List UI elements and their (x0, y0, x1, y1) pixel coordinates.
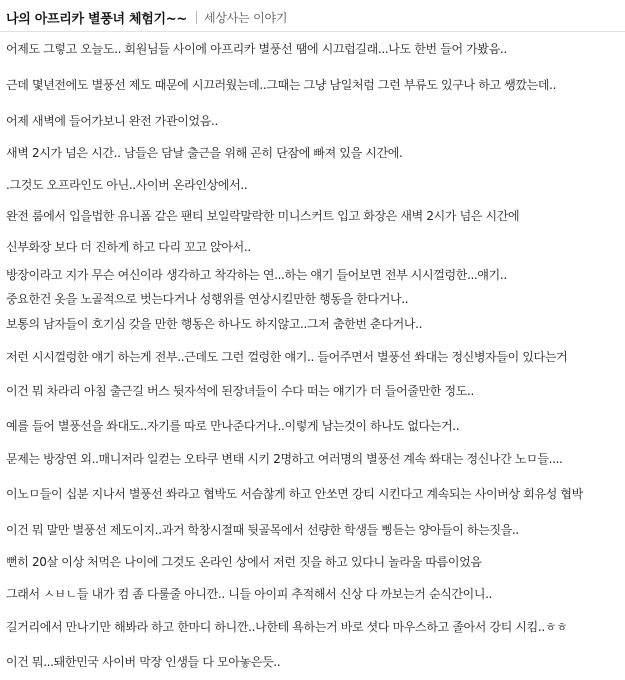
post-paragraph: 저런 시시껄렁한 얘기 하는게 전부..근데도 그런 껄렁한 얘기.. 들어주면서 별풍선 쏴대는 정신병자들이 있다는거 (6, 350, 568, 364)
title-divider (196, 11, 197, 24)
post-paragraph: 신부화장 보다 더 진하게 하고 다리 꼬고 앉아서.. (6, 240, 251, 254)
post-paragraph: 문제는 방장연 외..매니저라 일컫는 오타쿠 변태 시키 2명하고 여러명의 별풍선 계속 쏴대는 정신나간 노ㅁ들.... (6, 452, 563, 466)
header-divider-line (0, 31, 625, 32)
post-paragraph: 그래서 ㅅㅂㄴ들 내가 컴 좀 다룰줄 아니깐.. 니들 아이피 추적해서 신상 다 까보는거 순식간이니.. (6, 587, 493, 601)
post-paragraph: 보통의 남자들이 호기심 갖을 만한 행동은 하나도 하지않고..그저 춤한번 춘다거나.. (6, 317, 423, 331)
post-paragraph: 이건 뭐 차라리 아침 출근길 버스 뒷자석에 된장녀들이 수다 떠는 얘기가 더 들어줄만한 정도.. (6, 384, 474, 398)
post-paragraph: 완전 룸에서 입을법한 유니폼 같은 팬티 보일락말락한 미니스커트 입고 화장은 새벽 2시가 넘은 시간에 (6, 209, 520, 223)
post-paragraph: 근데 몇년전에도 별풍선 제도 때문에 시끄러웠는데..그때는 그냥 남일처럼 그런 부류도 있구나 하고 쌩깠는데.. (6, 78, 557, 92)
post-paragraph: 길거리에서 만나기만 해봐라 하고 한마디 하니깐..나한테 욕하는거 바로 셧다 마우스하고 졸아서 강티 시킴..ㅎㅎ (6, 620, 568, 634)
post-paragraph: 새벽 2시가 넘은 시간.. 남들은 담날 출근을 위해 곤히 단잠에 빠져 있을 시간에. (6, 146, 403, 160)
post-paragraph: 중요한건 옷을 노골적으로 벗는다거나 성행위를 연상시킬만한 행동을 한다거나.. (6, 292, 409, 306)
post-paragraph: 예를 들어 별풍선을 쏴대도..자기를 따로 만나준다거나..이렇게 남는것이 하나도 없다는거.. (6, 419, 460, 433)
post-paragraph: 이노ㅁ들이 십분 지나서 별풍선 쏴라고 협박도 서슴찮게 하고 안쏘면 강티 시킨다고 계속되는 사이버상 회유성 협박 (6, 487, 583, 501)
post-paragraph: 어제도 그렇고 오늘도.. 회원님들 사이에 아프리카 별풍선 땜에 시끄럽길래...나도 한번 들어 가봤음.. (6, 42, 507, 56)
post-paragraph: 방장이라고 지가 무슨 여신이라 생각하고 착각하는 연...하는 얘기 들어보면 전부 시시껄렁한...얘기.. (6, 268, 507, 282)
post-title: 나의 아프리카 별풍녀 체험기~~ (6, 11, 187, 27)
post-paragraph: 뻔히 20살 이상 처먹은 나이에 그것도 온라인 상에서 저런 짓을 하고 있다니 놀라울 따름이었음 (6, 555, 482, 569)
post-header (6, 4, 619, 30)
post-paragraph: 이건 뭐...돼한민국 사이버 막장 인생들 다 모아놓은듯.. (6, 655, 281, 669)
category-link[interactable]: 세상사는 이야기 (203, 10, 288, 25)
post-paragraph: .그것도 오프라인도 아닌..사이버 온라인상에서.. (6, 178, 248, 192)
post-paragraph: 어제 새벽에 들어가보니 완전 가관이었음.. (6, 114, 218, 128)
post-paragraph: 이건 뭐 말만 별풍선 제도이지..과거 학창시절때 뒷골목에서 선량한 학생들 삥듣는 양아들이 하는짓을.. (6, 523, 519, 537)
